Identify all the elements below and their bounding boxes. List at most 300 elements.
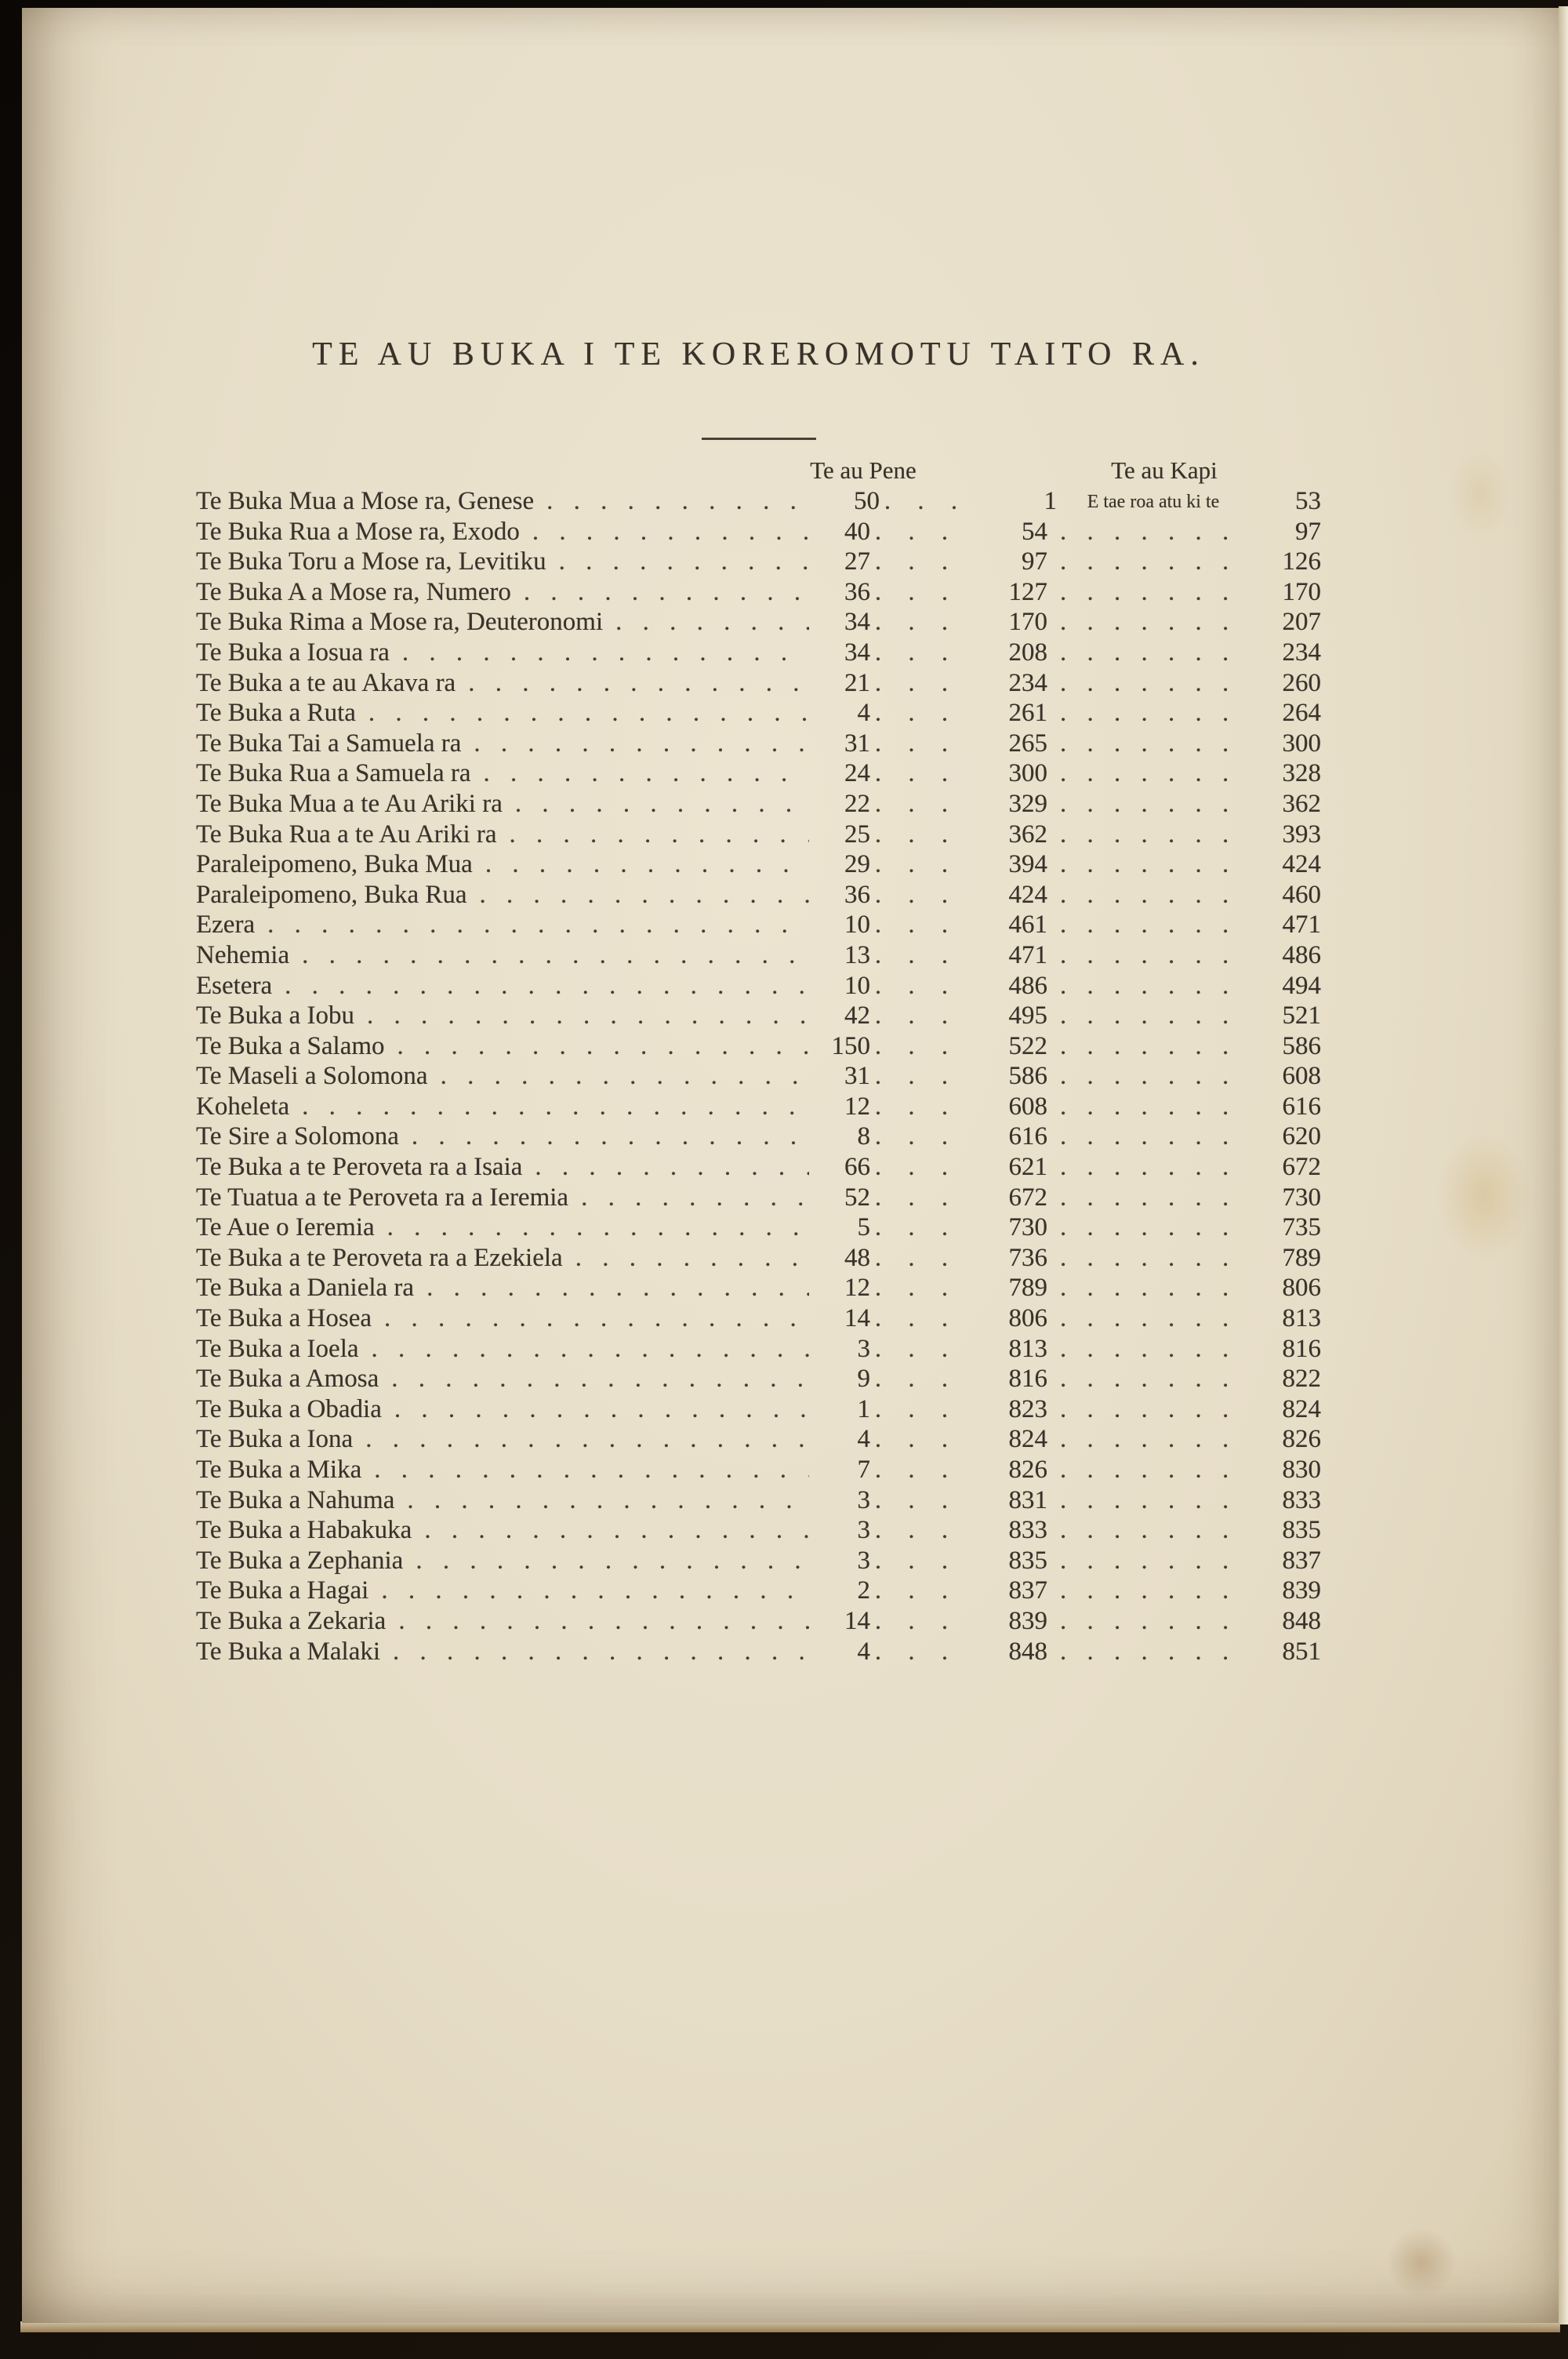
page-title: TE AU BUKA I TE KOREROMOTU TAITO RA. <box>312 336 1205 373</box>
dot-leader <box>403 1546 809 1576</box>
dot-leader <box>534 486 818 517</box>
chapter-count: 27 <box>844 547 870 576</box>
toc-row <box>196 729 1321 759</box>
chapter-count: 3 <box>857 1516 870 1545</box>
start-page: 329 <box>1008 789 1047 818</box>
book-name: Te Buka Mua a te Au Ariki ra <box>196 789 503 818</box>
toc-row <box>196 1061 1321 1092</box>
dot-leader <box>412 1515 809 1546</box>
dot-leader-end <box>1047 789 1247 820</box>
dot-separator <box>880 486 972 517</box>
chapter-count: 12 <box>844 1092 870 1121</box>
chapter-count: 36 <box>844 577 870 606</box>
dot-separator <box>870 1092 963 1122</box>
start-page: 97 <box>1022 547 1047 576</box>
book-name: Te Maseli a Solomona <box>196 1062 428 1091</box>
dot-leader-end <box>1047 517 1247 547</box>
toc-row <box>196 607 1321 638</box>
start-page: 586 <box>1008 1062 1047 1091</box>
dot-leader-end <box>1047 1273 1247 1303</box>
dot-separator <box>870 789 963 820</box>
end-page: 824 <box>1282 1394 1321 1423</box>
toc-row <box>196 1031 1321 1062</box>
dot-separator <box>870 849 963 880</box>
chapter-count: 22 <box>844 789 870 818</box>
start-page: 461 <box>1008 911 1047 940</box>
book-name: Te Sire a Solomona <box>196 1122 399 1151</box>
book-name: Te Buka Rima a Mose ra, Deuteronomi <box>196 608 604 637</box>
end-page: 126 <box>1282 547 1321 576</box>
dot-leader <box>289 1092 809 1122</box>
dot-leader <box>473 849 809 880</box>
dot-separator <box>870 668 963 699</box>
dot-separator <box>870 1424 963 1455</box>
end-page: 494 <box>1282 971 1321 1000</box>
dot-separator <box>870 1485 963 1516</box>
end-page: 730 <box>1282 1183 1321 1212</box>
end-page: 264 <box>1282 699 1321 728</box>
toc-row <box>196 1515 1321 1546</box>
start-page: 300 <box>1008 759 1047 788</box>
book-name: Paraleipomeno, Buka Mua <box>196 850 473 879</box>
dot-leader-end <box>1047 1243 1247 1274</box>
end-page: 813 <box>1282 1304 1321 1333</box>
start-page: 816 <box>1008 1365 1047 1394</box>
paper-stain <box>1449 447 1512 541</box>
dot-leader <box>568 1183 809 1213</box>
dot-separator <box>870 517 963 547</box>
adjacent-page-edge <box>1559 6 1568 2324</box>
toc-row <box>196 880 1321 911</box>
toc-row <box>196 486 1321 517</box>
dot-leader-end <box>1047 1334 1247 1365</box>
start-page: 837 <box>1008 1576 1047 1605</box>
chapter-count: 2 <box>857 1576 870 1605</box>
chapter-count: 24 <box>844 759 870 788</box>
chapter-count: 66 <box>844 1153 870 1182</box>
toc-row <box>196 758 1321 789</box>
dot-separator <box>870 698 963 729</box>
dot-leader <box>467 880 809 911</box>
start-page: 672 <box>1008 1183 1047 1212</box>
toc-row <box>196 910 1321 940</box>
dot-separator <box>870 1455 963 1485</box>
end-page: 835 <box>1282 1516 1321 1545</box>
start-page: 127 <box>1008 577 1047 606</box>
book-name: Koheleta <box>196 1092 290 1121</box>
end-page: 471 <box>1282 911 1321 940</box>
dot-separator <box>870 1121 963 1152</box>
chapter-count: 21 <box>844 668 870 697</box>
dot-separator <box>870 1334 963 1365</box>
end-page: 816 <box>1282 1334 1321 1363</box>
end-page: 97 <box>1295 517 1321 546</box>
dot-leader <box>375 1212 809 1243</box>
dot-leader-end <box>1047 849 1247 880</box>
toc-row <box>196 1334 1321 1365</box>
page-content <box>196 8 1321 2323</box>
dot-separator <box>870 1152 963 1183</box>
end-page: 837 <box>1282 1546 1321 1575</box>
book-name: Te Buka a Nahuma <box>196 1485 395 1514</box>
chapter-count: 7 <box>857 1456 870 1484</box>
chapter-count: 5 <box>857 1213 870 1242</box>
dot-leader-end <box>1047 1546 1247 1576</box>
dot-leader <box>289 940 809 971</box>
end-page: 839 <box>1282 1576 1321 1605</box>
chapter-count: 29 <box>844 850 870 879</box>
book-name: Esetera <box>196 971 273 1000</box>
end-page: 806 <box>1282 1274 1321 1303</box>
end-page: 521 <box>1282 1001 1321 1030</box>
start-page: 362 <box>1008 820 1047 849</box>
end-page: 424 <box>1282 850 1321 879</box>
dot-separator <box>870 1212 963 1243</box>
toc-row <box>196 1637 1321 1667</box>
start-page: 265 <box>1008 729 1047 758</box>
end-page: 328 <box>1282 759 1321 788</box>
book-name: Te Buka a Zekaria <box>196 1606 387 1635</box>
dot-leader <box>390 638 809 668</box>
dot-leader <box>380 1637 809 1667</box>
end-page: 53 <box>1295 487 1321 515</box>
dot-leader-end <box>1047 1455 1247 1485</box>
chapter-count: 3 <box>857 1334 870 1363</box>
end-page: 586 <box>1282 1031 1321 1060</box>
start-page: 826 <box>1008 1456 1047 1484</box>
end-page: 830 <box>1282 1456 1321 1484</box>
chapter-count: 10 <box>844 911 870 940</box>
start-page: 495 <box>1008 1001 1047 1030</box>
toc-row <box>196 940 1321 971</box>
start-page: 831 <box>1008 1485 1047 1514</box>
dot-separator <box>870 729 963 759</box>
book-name: Te Buka a Zephania <box>196 1546 404 1575</box>
dot-leader-end <box>1047 547 1247 577</box>
toc-rows <box>196 486 1321 1667</box>
dot-leader-end <box>1047 1576 1247 1606</box>
book-name: Te Buka Rua a Mose ra, Exodo <box>196 517 520 546</box>
dot-leader <box>382 1394 809 1425</box>
dot-leader <box>385 1031 809 1062</box>
dot-leader <box>361 1455 809 1485</box>
chapter-count: 9 <box>857 1365 870 1394</box>
dot-leader-end <box>1047 1637 1247 1667</box>
dot-leader-end <box>1047 1212 1247 1243</box>
end-page: 672 <box>1282 1153 1321 1182</box>
scanned-page <box>22 8 1559 2323</box>
book-name: Te Buka a te au Akava ra <box>196 668 456 697</box>
dot-leader-end <box>1047 698 1247 729</box>
dot-separator <box>870 638 963 668</box>
end-page: 616 <box>1282 1092 1321 1121</box>
book-name: Te Buka a Iosua ra <box>196 638 390 667</box>
dot-separator <box>870 758 963 789</box>
dot-separator <box>870 1364 963 1394</box>
toc-row <box>196 1606 1321 1637</box>
book-name: Te Buka A a Mose ra, Numero <box>196 577 511 606</box>
dot-separator <box>870 880 963 911</box>
dot-leader <box>461 729 809 759</box>
start-page: 621 <box>1008 1153 1047 1182</box>
start-page: 1 <box>1044 487 1057 515</box>
end-page: 170 <box>1282 577 1321 606</box>
chapter-count: 31 <box>844 729 870 758</box>
book-name: Te Buka a Hosea <box>196 1304 372 1333</box>
book-name: Te Buka Rua a te Au Ariki ra <box>196 820 497 849</box>
toc-row <box>196 1576 1321 1606</box>
dot-leader-end <box>1047 1424 1247 1455</box>
dot-leader-end <box>1047 1394 1247 1425</box>
dot-leader <box>394 1485 809 1516</box>
start-page: 823 <box>1008 1394 1047 1423</box>
end-page: 460 <box>1282 880 1321 909</box>
dot-leader-end <box>1047 1152 1247 1183</box>
dot-separator <box>870 1576 963 1606</box>
dot-leader <box>563 1243 809 1274</box>
toc-row <box>196 1303 1321 1334</box>
start-page: 486 <box>1008 971 1047 1000</box>
dot-leader <box>511 577 809 608</box>
toc-row <box>196 1273 1321 1303</box>
dot-separator <box>870 910 963 940</box>
dot-leader <box>503 789 809 820</box>
chapter-count: 150 <box>831 1031 870 1060</box>
start-page: 789 <box>1008 1274 1047 1303</box>
book-name: Te Buka a Amosa <box>196 1365 379 1394</box>
end-page: 848 <box>1282 1606 1321 1635</box>
toc-row <box>196 698 1321 729</box>
dot-leader <box>497 820 809 850</box>
chapter-count: 34 <box>844 638 870 667</box>
toc-row <box>196 789 1321 820</box>
end-page: 620 <box>1282 1122 1321 1151</box>
dot-separator <box>870 1243 963 1274</box>
dot-leader <box>456 668 809 699</box>
end-page: 789 <box>1282 1243 1321 1272</box>
book-name: Paraleipomeno, Buka Rua <box>196 880 467 909</box>
start-page: 736 <box>1008 1243 1047 1272</box>
book-name: Te Buka Tai a Samuela ra <box>196 729 462 758</box>
chapter-count: 3 <box>857 1485 870 1514</box>
chapter-count: 52 <box>844 1183 870 1212</box>
end-page: 260 <box>1282 668 1321 697</box>
chapter-count: 8 <box>857 1122 870 1151</box>
dot-leader <box>354 1001 809 1031</box>
end-page: 234 <box>1282 638 1321 667</box>
toc-row <box>196 1183 1321 1213</box>
book-name: Nehemia <box>196 940 290 969</box>
dot-leader-end <box>1047 607 1247 638</box>
dot-leader <box>603 607 809 638</box>
dot-separator <box>870 1061 963 1092</box>
chapter-count: 4 <box>857 1637 870 1666</box>
chapter-count: 36 <box>844 880 870 909</box>
end-page: 822 <box>1282 1365 1321 1394</box>
start-page: 824 <box>1008 1425 1047 1454</box>
chapter-count: 25 <box>844 820 870 849</box>
dot-leader-end <box>1047 1364 1247 1394</box>
dot-separator <box>870 1273 963 1303</box>
toc-row <box>196 1212 1321 1243</box>
dot-leader <box>372 1303 809 1334</box>
book-name: Te Buka a Malaki <box>196 1637 381 1666</box>
end-page: 833 <box>1282 1485 1321 1514</box>
chapter-count: 10 <box>844 971 870 1000</box>
book-name: Te Buka a te Peroveta ra a Ezekiela <box>196 1243 563 1272</box>
dot-leader <box>399 1121 809 1152</box>
end-page: 300 <box>1282 729 1321 758</box>
end-page: 608 <box>1282 1062 1321 1091</box>
title-divider-rule <box>702 438 816 440</box>
start-page: 522 <box>1008 1031 1047 1060</box>
chapter-count: 40 <box>844 517 870 546</box>
dot-leader <box>386 1606 809 1637</box>
chapter-count: 4 <box>857 699 870 728</box>
dot-leader <box>255 910 809 940</box>
book-name: Te Buka a Mika <box>196 1456 362 1484</box>
start-page: 234 <box>1008 668 1047 697</box>
dot-leader <box>428 1061 809 1092</box>
chapter-count: 48 <box>844 1243 870 1272</box>
toc-row <box>196 1394 1321 1425</box>
book-name: Ezera <box>196 911 256 940</box>
book-name: Te Buka a Ruta <box>196 699 356 728</box>
toc-row <box>196 1243 1321 1274</box>
chapter-count: 34 <box>844 608 870 637</box>
column-header-chapters: Te au Pene <box>810 456 916 484</box>
start-page: 839 <box>1008 1606 1047 1635</box>
dot-separator <box>870 820 963 850</box>
start-page: 813 <box>1008 1334 1047 1363</box>
toc-row <box>196 1485 1321 1516</box>
dot-leader-end <box>1047 880 1247 911</box>
dot-leader-end <box>1047 758 1247 789</box>
chapter-count: 14 <box>844 1606 870 1635</box>
start-page: 616 <box>1008 1122 1047 1151</box>
dot-leader-end <box>1047 638 1247 668</box>
paper-stain <box>1437 1129 1531 1263</box>
dot-leader-end <box>1047 577 1247 608</box>
toc-row <box>196 668 1321 699</box>
toc-row <box>196 1424 1321 1455</box>
dot-separator <box>870 940 963 971</box>
end-page: 486 <box>1282 940 1321 969</box>
dot-separator <box>870 1303 963 1334</box>
dot-leader-end <box>1047 1121 1247 1152</box>
toc-row <box>196 1364 1321 1394</box>
range-note: E tae roa atu ki te <box>1087 492 1220 512</box>
toc-row <box>196 1001 1321 1031</box>
dot-leader <box>368 1576 809 1606</box>
dot-leader-end <box>1047 820 1247 850</box>
start-page: 806 <box>1008 1304 1047 1333</box>
dot-leader <box>470 758 809 789</box>
dot-leader-end <box>1047 1031 1247 1062</box>
end-page: 826 <box>1282 1425 1321 1454</box>
start-page: 208 <box>1008 638 1047 667</box>
book-name: Te Buka a Daniela ra <box>196 1274 415 1303</box>
dot-leader <box>359 1334 809 1365</box>
dot-leader-end <box>1047 729 1247 759</box>
book-name: Te Buka Rua a Samuela ra <box>196 759 471 788</box>
toc-row <box>196 1546 1321 1576</box>
dot-leader-end <box>1047 971 1247 1001</box>
toc-row <box>196 849 1321 880</box>
dot-leader-end <box>1047 1092 1247 1122</box>
start-page: 833 <box>1008 1516 1047 1545</box>
start-page: 54 <box>1022 517 1047 546</box>
book-name: Te Buka a Iona <box>196 1425 354 1454</box>
chapter-count: 4 <box>857 1425 870 1454</box>
dot-separator <box>870 547 963 577</box>
dot-leader <box>520 517 809 547</box>
start-page: 608 <box>1008 1092 1047 1121</box>
dot-leader-end <box>1047 1303 1247 1334</box>
toc-row <box>196 1455 1321 1485</box>
toc-row <box>196 1092 1321 1122</box>
dot-leader <box>414 1273 809 1303</box>
start-page: 848 <box>1008 1637 1047 1666</box>
start-page: 471 <box>1008 940 1047 969</box>
dot-separator <box>870 1183 963 1213</box>
chapter-count: 13 <box>844 940 870 969</box>
dot-separator <box>870 1515 963 1546</box>
dot-separator <box>870 607 963 638</box>
chapter-count: 1 <box>857 1394 870 1423</box>
toc-row <box>196 547 1321 577</box>
end-page: 851 <box>1282 1637 1321 1666</box>
book-name: Te Buka a te Peroveta ra a Isaia <box>196 1153 523 1182</box>
book-name: Te Aue o Ieremia <box>196 1213 375 1242</box>
dot-leader-end <box>1047 1485 1247 1516</box>
end-page: 735 <box>1282 1213 1321 1242</box>
start-page: 730 <box>1008 1213 1047 1242</box>
book-name: Te Buka a Hagai <box>196 1576 369 1605</box>
chapter-count: 42 <box>844 1001 870 1030</box>
column-header-pages: Te au Kapi <box>1111 456 1218 484</box>
dot-leader <box>379 1364 809 1394</box>
dot-leader-end <box>1047 910 1247 940</box>
dot-leader <box>356 698 809 729</box>
dot-separator <box>870 1637 963 1667</box>
start-page: 424 <box>1008 880 1047 909</box>
dot-separator <box>870 1606 963 1637</box>
column-headers <box>196 456 1321 488</box>
start-page: 261 <box>1008 699 1047 728</box>
book-name: Te Buka a Habakuka <box>196 1516 412 1545</box>
dot-separator <box>870 971 963 1001</box>
start-page: 835 <box>1008 1546 1047 1575</box>
dot-separator <box>870 577 963 608</box>
toc-row <box>196 638 1321 668</box>
book-name: Te Buka Mua a Mose ra, Genese <box>196 487 535 515</box>
chapter-count: 50 <box>854 487 880 515</box>
book-name: Te Buka a Iobu <box>196 1001 355 1030</box>
book-name: Te Buka a Salamo <box>196 1031 385 1060</box>
paper-stain <box>1386 2227 1457 2298</box>
dot-leader-end <box>1047 1061 1247 1092</box>
dot-leader <box>353 1424 809 1455</box>
chapter-count: 14 <box>844 1304 870 1333</box>
toc-row <box>196 517 1321 547</box>
end-page: 393 <box>1282 820 1321 849</box>
dot-leader-end <box>1047 1515 1247 1546</box>
dot-leader-end <box>1047 1001 1247 1031</box>
book-name: Te Buka a Obadia <box>196 1394 382 1423</box>
book-name: Te Buka Toru a Mose ra, Levitiku <box>196 547 546 576</box>
dot-leader-end <box>1047 940 1247 971</box>
